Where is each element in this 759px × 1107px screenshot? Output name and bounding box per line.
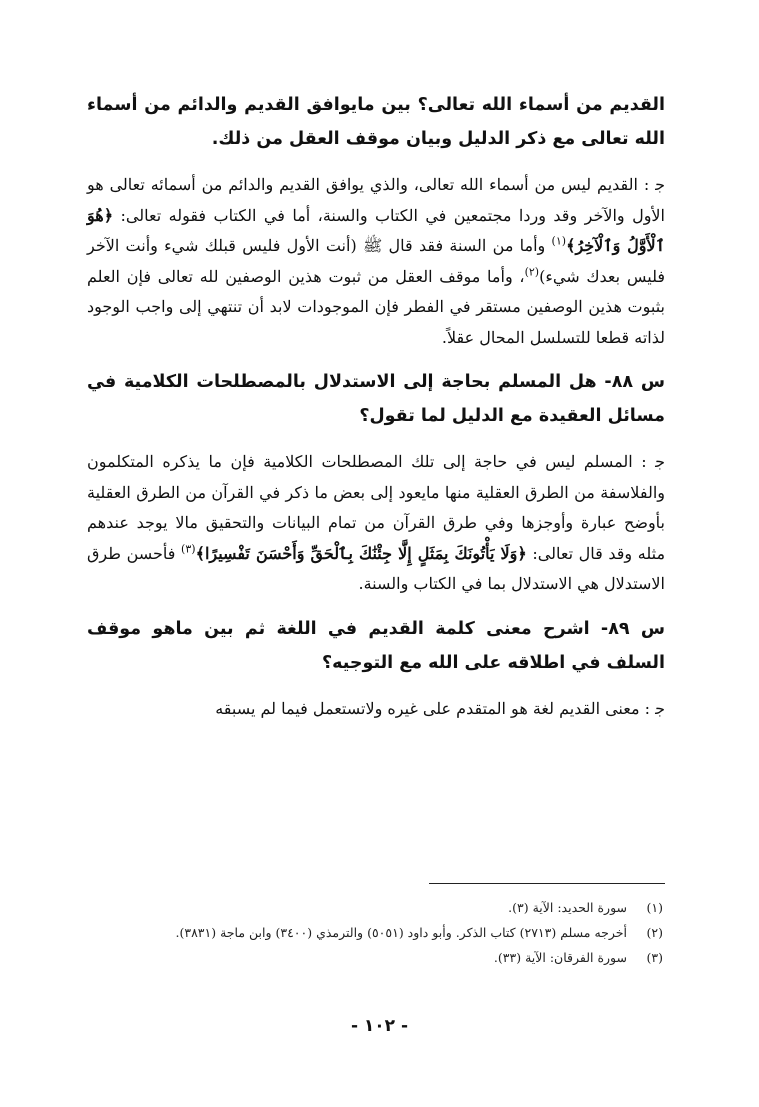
question-87-continuation: القديم من أسماء الله تعالى؟ بين مايوافق القديم والدائم من أسماء الله تعالى مع ذكر الدليل وبيان موقف العقل من ذلك. [87, 95, 665, 149]
answer-88-text-1: ﺟ : المسلم ليس في حاجة إلى تلك المصطلحات الكلامية فإن ما يذكره المتكلمون والفلاسفة من الطرق العقلية منها مايعود إلى بعض ما ذكر في القرآن من الطرق العقلية بأوضح عبارة وأوجزها وفي طرق القرآن من تمام البيانات والتحقيق مالا يوجد عندهم مثله وقد قال تعالى: [87, 452, 666, 563]
footnote-number: (٣) [646, 950, 663, 965]
question-89: س ٨٩- اشرح معنى كلمة القديم في اللغة ثم بين ماهو موقف السلف في اطلاقه على الله مع التوجيه؟ [87, 618, 665, 673]
footnote-item [87, 920, 663, 945]
footnote-item [87, 895, 663, 920]
footnote-text: أخرجه مسلم (٢٧١٣) كتاب الذكر. وأبو داود (٥٠٥١) والترمذي (٣٤٠٠) وابن ماجة (٣٨٣١). [175, 925, 627, 940]
footnote-separator [429, 883, 665, 884]
footnote-ref-3[interactable]: (٣) [181, 542, 196, 556]
quran-verse-2: ﴿وَلَا يَأْتُونَكَ بِمَثَلٍ إِلَّا جِئْنَٰكَ بِٱلْحَقِّ وَأَحْسَنَ تَفْسِيرًا﴾ [195, 543, 527, 563]
answer-89: ﺟ : معنى القديم لغة هو المتقدم على غيره ولاتستعمل فيما لم يسبقه [215, 698, 665, 718]
quran-verse-1: ﴿هُوَ ٱلْأَوَّلُ وَٱلْآخِرُ﴾ [87, 205, 665, 255]
page-body [87, 88, 665, 736]
footnote-item [87, 945, 663, 970]
question-88: س ٨٨- هل المسلم بحاجة إلى الاستدلال بالمصطلحات الكلامية في مسائل العقيدة مع الدليل لما تقول؟ [87, 372, 665, 426]
answer-87-text-3: ، وأما موقف العقل من ثبوت هذين الوصفين لله تعالى فإن العلم بثبوت هذين الوصفين مستقر في الفطر فإن الموجودات لابد أن تنتهي إلى واجب الوجود لذاته قطعا للتسلسل المحال عقلاً. [87, 266, 665, 347]
footnote-ref-1[interactable]: (١) [551, 234, 567, 248]
answer-88-text-2: فأحسن طرق الاستدلال هي الاستدلال بما في الكتاب والسنة. [87, 543, 665, 593]
footnote-text: سورة الفرقان: الآية (٣٣). [493, 950, 627, 965]
footnote-text: سورة الحديد: الآية (٣). [508, 900, 627, 915]
answer-87-text-1: ﺟ : القديم ليس من أسماء الله تعالى، والذي يوافق القديم والدائم من أسمائه تعالى هو الأول والآخر وقد وردا مجتمعين في الكتاب والسنة، أما في الكتاب فقوله تعالى: [87, 175, 665, 225]
footnote-ref-2[interactable]: (٢) [524, 265, 540, 279]
footnote-number: (٢) [646, 925, 663, 940]
answer-87-text-2: وأما من السنة فقد قال ﷺ (أنت الأول فليس قبلك شيء وأنت الآخر فليس بعدك شيء) [87, 236, 666, 286]
footnotes [87, 895, 663, 970]
footnote-number: (١) [646, 900, 663, 915]
answer-87 [87, 170, 665, 353]
answer-88 [87, 447, 665, 600]
page-number: - ١٠٢ - [350, 1016, 409, 1036]
